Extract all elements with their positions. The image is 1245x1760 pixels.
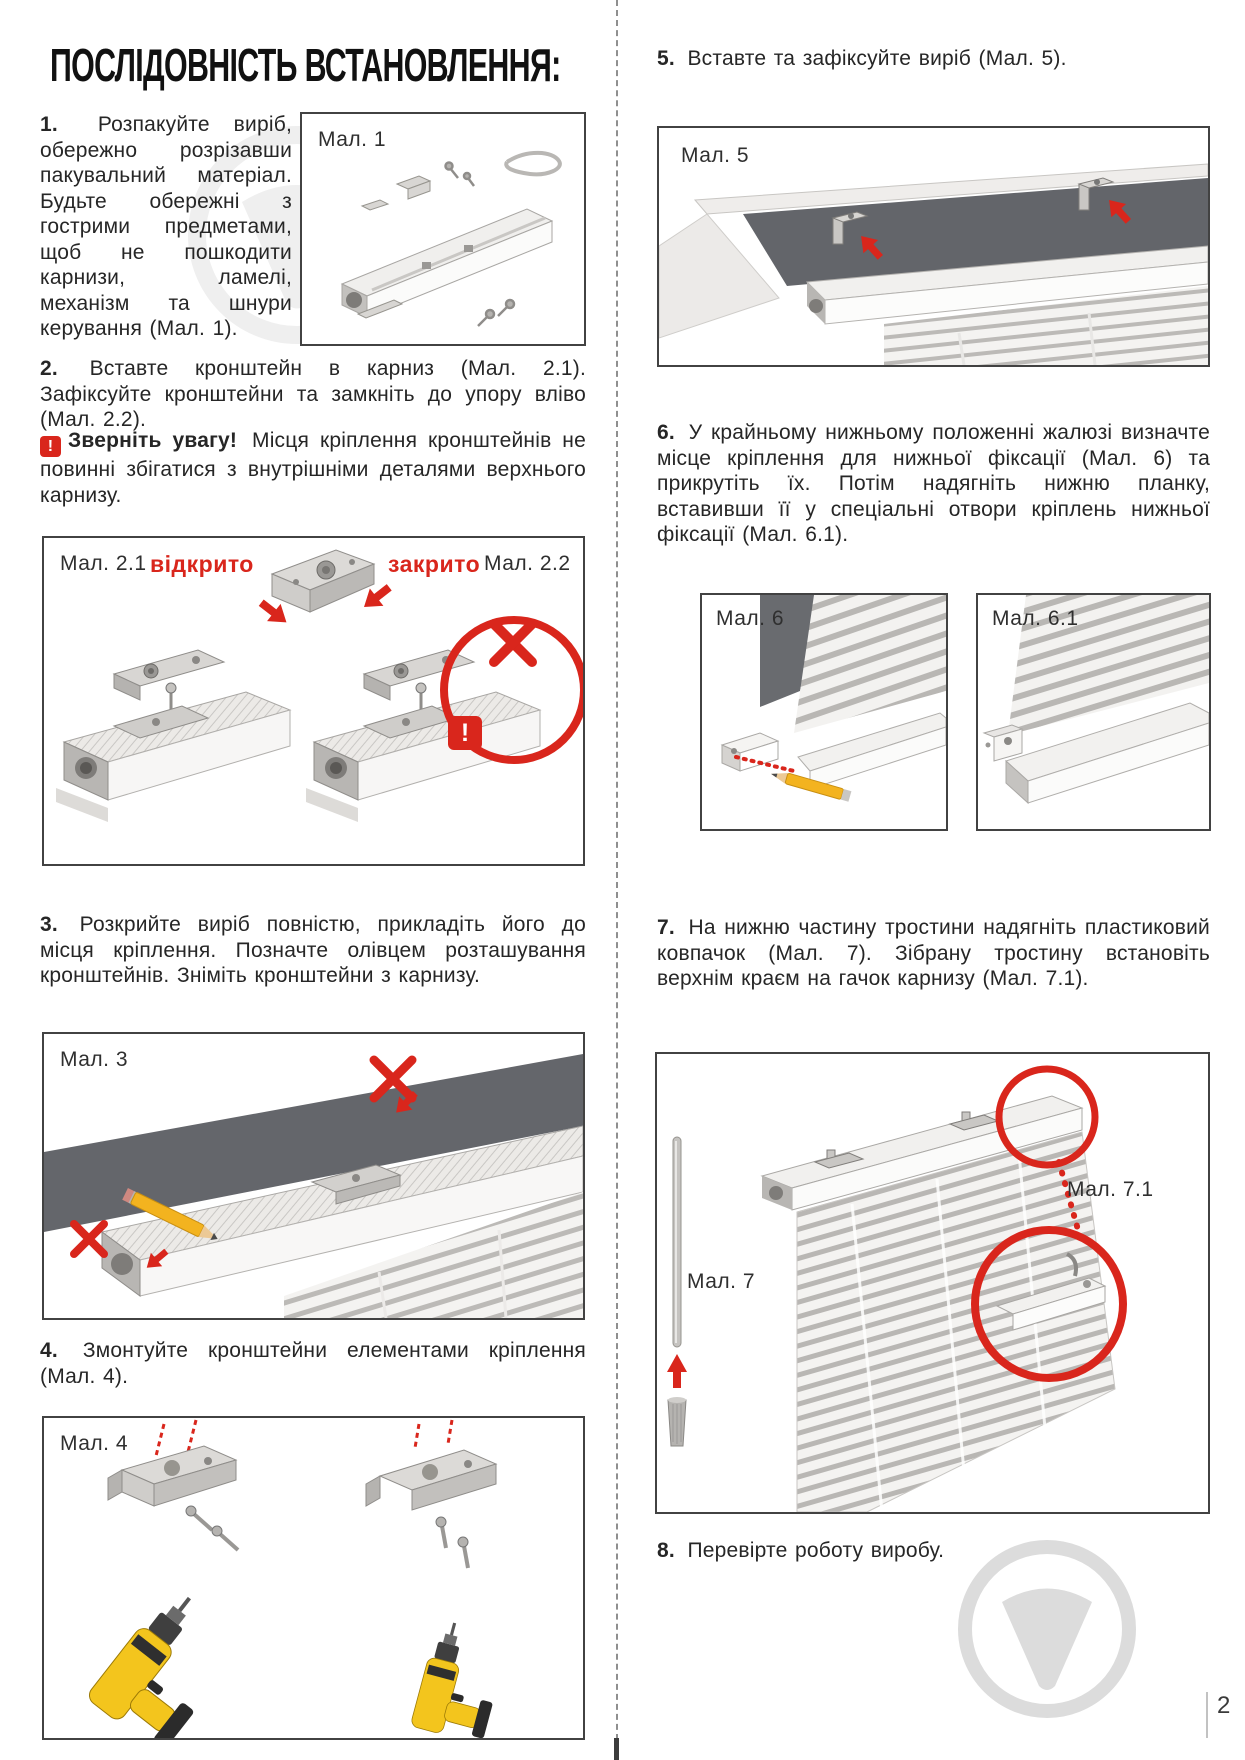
drill-icon [410,1619,510,1738]
figure-1 [300,112,586,346]
step-5-text: Вставте та зафіксуйте виріб (Мал. 5). [687,47,1067,70]
bottom-fix-bracket [984,725,1022,761]
step-6 [657,420,1210,548]
step-2-warning [40,428,586,508]
step-2-text: Вставте кронштейн в карниз (Мал. 2.1). Зафіксуйте кронштейни та замкніть до упору вліво (Мал. 2.2). [40,357,586,431]
figure-4-illustration-drilling [44,1418,583,1738]
up-arrow-icon [667,1354,687,1388]
figure-6-label: Мал. 6 [716,607,785,630]
step-3-number: 3. [40,913,58,936]
step-6-number: 6. [657,421,675,444]
figure-4-label: Мал. 4 [60,1432,129,1455]
step-4-text: Змонтуйте кронштейни елементами кріплення (Мал. 4). [40,1339,586,1388]
page-number: 2 [1217,1692,1231,1719]
step-7-text: На нижню частину тростини надягніть пластиковий ковпачок (Мал. 7). Зібрану тростину встановіть верхнім краєм на гачок карнизу (Мал. 7.1). [657,916,1210,990]
figure-3 [42,1032,585,1320]
step-1-text: Розпакуйте виріб, обережно розрізавши пакувальний матеріал. Будьте обережні з гострими предметами, щоб не пошкодити карнизи, ламелі, механізм та шнури керування (Мал. 1). [40,113,292,340]
column-divider-end [614,1738,619,1760]
x-mark-icon [74,1224,104,1254]
step-2 [40,356,586,433]
figure-2-closed-label: закрито [388,551,481,577]
step-3-text: Розкрийте виріб повністю, прикладіть його до місця кріплення. Позначте олівцем розташування кронштейнів. Зніміть кронштейни з карнизу. [40,913,586,987]
figure-2-2-label: Мал. 2.2 [484,552,571,575]
warning-title: Зверніть увагу! [68,429,238,452]
step-5-number: 5. [657,47,675,70]
figure-1-label: Мал. 1 [318,128,387,151]
figure-2-open-label: відкрито [150,551,254,577]
blinds-slats [794,595,946,733]
figure-7 [655,1052,1210,1514]
figure-6-1-label: Мал. 6.1 [992,607,1079,630]
column-divider [616,0,618,1760]
step-8-number: 8. [657,1539,675,1562]
figure-7-1-label: Мал. 7.1 [1067,1178,1154,1201]
figure-5-label: Мал. 5 [681,144,750,167]
plastic-cap [668,1397,686,1446]
step-7 [657,915,1210,992]
figure-7-label: Мал. 7 [687,1270,756,1293]
page-number-divider [1206,1692,1208,1738]
warning-text: Місця кріплення кронштейнів не повинні збігатися з внутрішніми деталями верхнього карнизу. [40,429,586,507]
warning-icon: ! [40,436,61,457]
cornice-open [56,650,290,822]
bracket-mounting-left [85,1420,247,1738]
figure-3-illustration-marking [44,1034,583,1318]
step-2-number: 2. [40,357,58,380]
step-4-number: 4. [40,1339,58,1362]
step-4 [40,1338,586,1389]
figure-3-label: Мал. 3 [60,1048,129,1071]
figure-2-illustration-brackets [44,538,583,864]
warning-badge-icon: ! [448,716,482,750]
step-8-text: Перевірте роботу виробу. [687,1539,945,1562]
figure-2-1-label: Мал. 2.1 [60,552,147,575]
step-1-number: 1. [40,113,58,136]
step-1 [40,112,292,342]
figure-2 [42,536,585,866]
bracket-mounting-right [366,1420,510,1738]
wand-rod [673,1137,681,1347]
bracket-photo [272,550,374,612]
page-title-text: ПОСЛІДОВНІСТЬ ВСТАНОВЛЕННЯ: [50,39,561,91]
step-5 [657,46,1210,72]
cornice-closed [306,650,540,822]
step-3 [40,912,586,989]
figure-6-1 [976,593,1211,831]
figure-5 [657,126,1210,367]
figure-6 [700,593,948,831]
step-6-text: У крайньому нижньому положенні жалюзі визначте місце кріплення для нижньої фіксації (Мал. 6) та прикрутіть їх. Потім надягніть нижню планку, вставивши її у спеціальні отвори кріплень нижньої фіксації (Мал. 6.1). [657,421,1210,546]
step-7-number: 7. [657,916,675,939]
figure-4 [42,1416,585,1740]
drill-icon [85,1585,247,1738]
step-8 [657,1538,1087,1564]
